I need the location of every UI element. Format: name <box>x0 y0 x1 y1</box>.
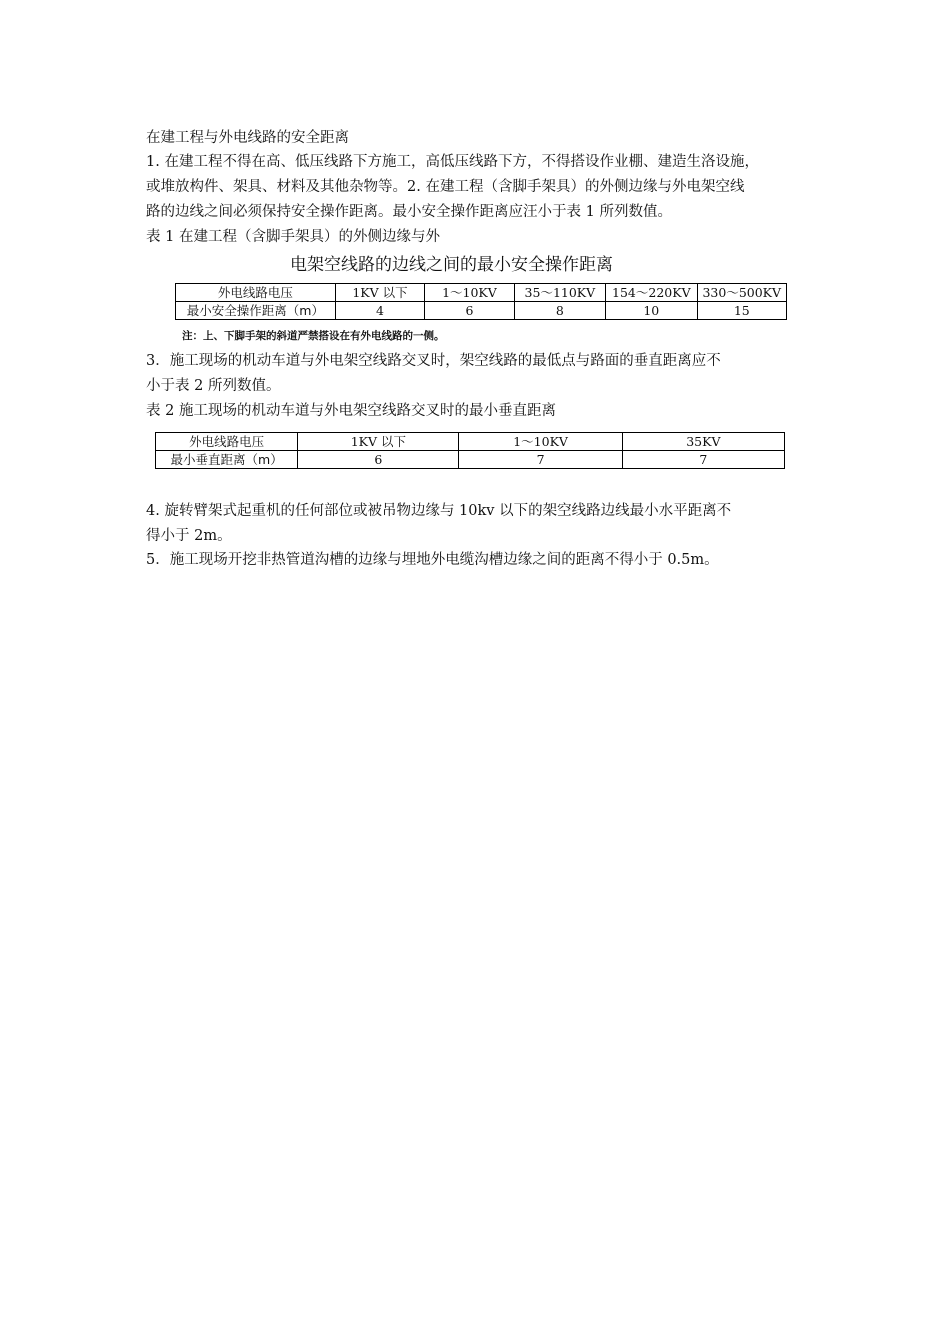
paragraph-4-line-1: 4. 旋转臂架式起重机的任何部位或被吊物边缘与 10kv 以下的架空线路边线最小水平距离不 <box>146 503 732 519</box>
paragraph-3-line-2: 小于表 2 所列数值。 <box>146 378 281 394</box>
table-cell: 154～220KV <box>606 284 697 302</box>
table-cell: 最小安全操作距离（m） <box>176 302 336 320</box>
document-heading: 在建工程与外电线路的安全距离 <box>146 130 349 146</box>
table-2-caption: 表 2 施工现场的机动车道与外电架空线路交叉时的最小垂直距离 <box>146 403 556 419</box>
table-cell: 外电线路电压 <box>156 433 298 451</box>
table-row <box>176 284 787 302</box>
table-row <box>176 302 787 320</box>
paragraph-1-line-2: 或堆放构件、架具、材料及其他杂物等。2. 在建工程（含脚手架具）的外侧边缘与外电架空线 <box>146 179 745 195</box>
paragraph-5: 5．施工现场开挖非热管道沟槽的边缘与埋地外电缆沟槽边缘之间的距离不得小于 0.5m。 <box>146 552 719 568</box>
table-cell: 7 <box>622 451 784 469</box>
table-2 <box>155 432 785 469</box>
table-cell: 4 <box>335 302 424 320</box>
table-cell: 10 <box>606 302 697 320</box>
table-1 <box>175 283 787 320</box>
table-cell: 1～10KV <box>425 284 514 302</box>
table-cell: 35KV <box>622 433 784 451</box>
table-cell: 8 <box>514 302 605 320</box>
table-cell: 6 <box>298 451 459 469</box>
table-cell: 35～110KV <box>514 284 605 302</box>
table-cell: 15 <box>697 302 786 320</box>
table-cell: 1KV 以下 <box>298 433 459 451</box>
table-cell: 7 <box>459 451 622 469</box>
table-1-caption: 表 1 在建工程（含脚手架具）的外侧边缘与外 <box>146 229 440 245</box>
table-cell: 1～10KV <box>459 433 622 451</box>
paragraph-1-line-1: 1. 在建工程不得在高、低压线路下方施工，高低压线路下方，不得搭设作业棚、建造生洛设施， <box>146 154 759 170</box>
table-cell: 330～500KV <box>697 284 786 302</box>
table-cell: 1KV 以下 <box>335 284 424 302</box>
table-1-title: 电架空线路的边线之间的最小安全操作距离 <box>290 255 613 275</box>
table-cell: 6 <box>425 302 514 320</box>
table-cell: 最小垂直距离（m） <box>156 451 298 469</box>
paragraph-3-line-1: 3．施工现场的机动车道与外电架空线路交叉时，架空线路的最低点与路面的垂直距离应不 <box>146 353 721 369</box>
table-row <box>156 433 785 451</box>
table-1-note: 注：上、下脚手架的斜道严禁搭设在有外电线路的一侧。 <box>182 330 445 342</box>
paragraph-4-line-2: 得小于 2m。 <box>146 528 232 544</box>
table-cell: 外电线路电压 <box>176 284 336 302</box>
paragraph-1-line-3: 路的边线之间必须保持安全操作距离。最小安全操作距离应汪小于表 1 所列数值。 <box>146 204 672 220</box>
table-row <box>156 451 785 469</box>
